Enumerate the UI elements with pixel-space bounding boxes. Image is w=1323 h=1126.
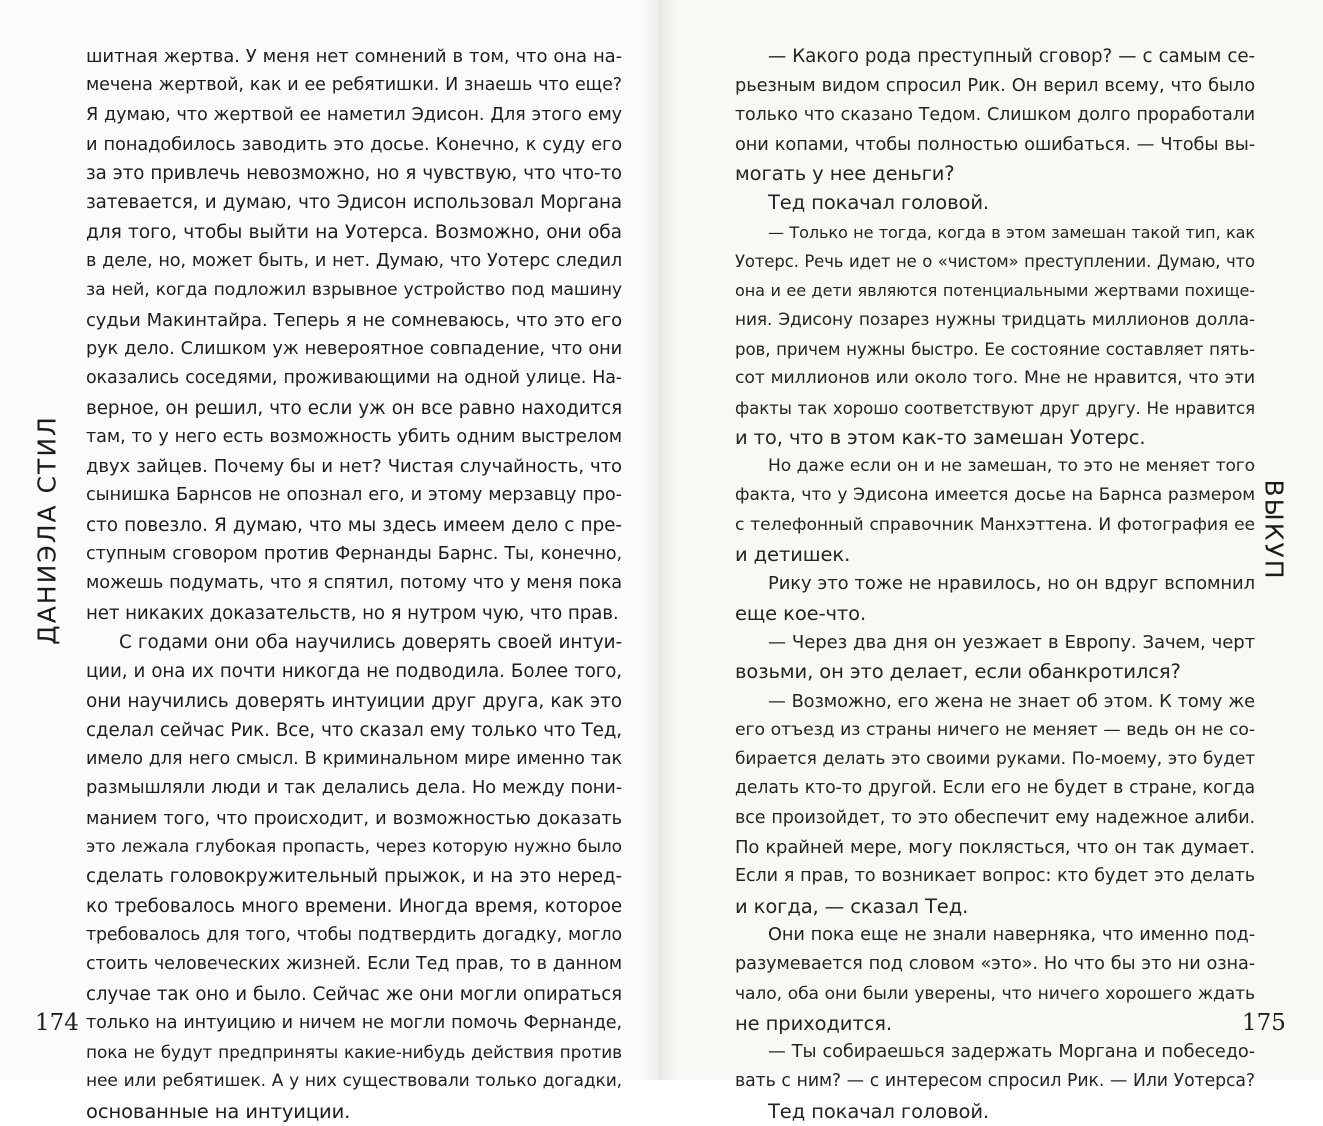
text-line: с телефонный справочник Манхэттена. И фотография ее: [735, 514, 1255, 535]
text-line: для того, чтобы выйти на Уотерса. Возможно, они оба: [86, 221, 622, 243]
text-line: они научились доверять интуиции друг друга, как это: [86, 690, 622, 712]
text-line: — Ты собираешься задержать Моргана и побеседо-: [768, 1042, 1255, 1063]
text-line: основанные на интуиции.: [86, 1099, 351, 1123]
text-line: за это привлечь невозможно, но я чувствую, что что-то: [86, 163, 622, 185]
text-line: размышляли люди и так делались дела. Но между пони-: [86, 778, 622, 799]
text-line: там, то у него есть возможность убить одним выстрелом: [86, 426, 622, 447]
text-line: Тед покачал головой.: [768, 191, 989, 215]
right-page: [660, 0, 1323, 1123]
left-page-number: 174: [35, 1010, 79, 1036]
text-line: не приходится.: [735, 1011, 892, 1035]
text-line: имело для него смысл. В криминальном мире именно так: [86, 749, 622, 770]
text-line: возьми, он это делает, если обанкротился?: [735, 660, 1181, 684]
book-gutter-shadow: [640, 0, 680, 1080]
text-line: стоить человеческих жизней. Если Тед прав, то в данном: [86, 954, 622, 975]
left-page-text: [86, 42, 622, 1126]
text-line: сделать головокружительный прыжок, и на это неред-: [86, 866, 622, 888]
text-line: ко требовалось много времени. Иногда время, которое: [86, 895, 622, 917]
text-line: сделал сейчас Рик. Все, что сказал ему только что Тед,: [86, 719, 622, 741]
text-line: и детишек.: [735, 543, 851, 567]
text-line: оказались соседями, проживающими на одной улице. На-: [86, 368, 622, 389]
text-line: факты так хорошо соответствуют друг другу. Не нравится: [735, 398, 1255, 418]
text-line: затевается, и думаю, что Эдисон использовал Моргана: [86, 192, 622, 214]
text-line: нет никаких доказательств, но я нутром чую, что прав.: [86, 602, 619, 624]
text-line: ции, и она их почти никогда не подводила. Более того,: [86, 661, 622, 683]
text-line: — Возможно, его жена не знает об этом. К тому же: [768, 690, 1255, 712]
text-line: они копами, чтобы полностью ошибаться. — Чтобы вы-: [735, 133, 1255, 155]
text-line: Уотерс. Речь идет не о «чистом» преступлении. Думаю, что: [735, 252, 1255, 272]
text-line: за ней, когда подложил взрывное устройство под машину: [86, 280, 622, 301]
text-line: вать с ним? — с интересом спросил Рик. — Или Уотерса?: [735, 1071, 1255, 1092]
text-line: случае так оно и было. Сейчас же они могли опираться: [86, 983, 622, 1005]
text-line: рьезным видом спросил Рик. Он верил всему, что было: [735, 75, 1255, 97]
right-page-number: 175: [1242, 1010, 1286, 1036]
text-line: судьи Макинтайра. Теперь я не сомневаюсь, что это его: [86, 309, 622, 331]
text-line: только на интуицию и ничем не могли помочь Фернанде,: [86, 1012, 622, 1033]
text-line: требовалось для того, чтобы подтвердить догадку, могло: [86, 924, 622, 945]
text-line: делать кто-то другой. Если его не будет в стране, когда: [735, 778, 1255, 799]
text-line: манием того, что происходит, и возможностью доказать: [86, 807, 622, 829]
text-line: ния. Эдисону позарез нужны тридцать миллионов долла-: [735, 309, 1255, 330]
text-line: она и ее дети являются потенциальными жертвами похище-: [735, 281, 1255, 301]
left-page: [0, 0, 660, 1123]
text-line: шитная жертва. У меня нет сомнений в том, что она на-: [86, 46, 622, 67]
text-line: нее или ребятишек. А у них существовали только догадки,: [86, 1071, 622, 1092]
text-line: двух зайцев. Почему бы и нет? Чистая случайность, что: [86, 456, 622, 478]
text-line: и понадобилось заводить это досье. Конечно, к суду его: [86, 133, 622, 155]
text-line: сот миллионов или около того. Мне не нравится, что эти: [735, 368, 1255, 389]
text-line: сто повезло. Я думаю, что мы здесь имеем дело с пре-: [86, 514, 622, 536]
text-line: в деле, но, может быть, и нет. Думаю, что Уотерс следил: [86, 251, 622, 272]
text-line: Рику это тоже не нравилось, но он вдруг вспомнил: [768, 573, 1255, 595]
text-line: верное, он решил, что если уж он все равно находится: [86, 397, 622, 419]
text-line: рук дело. Слишком уж невероятное совпадение, что они: [86, 338, 622, 359]
text-line: все произойдет, то это обеспечит ему надежное алиби.: [735, 807, 1255, 828]
text-line: еще кое-что.: [735, 601, 867, 625]
text-line: можешь подумать, что я спятил, потому что у меня пока: [86, 573, 622, 594]
text-line: Тед покачал головой.: [768, 1099, 989, 1123]
text-line: бирается делать это своими руками. По-моему, это будет: [735, 749, 1255, 770]
text-line: разумевается под словом «это». Но что бы это ни озна-: [735, 954, 1255, 975]
text-line: чало, оба они были уверены, что ничего хорошего ждать: [735, 983, 1255, 1004]
left-running-head: ДАНИЭЛА СТИЛ: [32, 415, 62, 645]
text-line: Но даже если он и не замешан, то это не меняет того: [768, 456, 1255, 477]
text-line: ступным сговором против Фернанды Барнс. Ты, конечно,: [86, 544, 622, 565]
text-line: мечена жертвой, как и ее ребятишки. И знаешь что еще?: [86, 75, 622, 96]
text-line: По крайней мере, могу поклясться, что он так думает.: [735, 837, 1255, 859]
text-line: С годами они оба научились доверять своей интуи-: [119, 631, 622, 653]
text-line: и когда, — сказал Тед.: [735, 894, 969, 918]
text-line: пока не будут предприняты какие-нибудь действия против: [86, 1042, 622, 1063]
text-line: факта, что у Эдисона имеется досье на Барнса размером: [735, 485, 1255, 506]
right-running-head: ВЫКУП: [1259, 479, 1289, 581]
text-line: Я думаю, что жертвой ее наметил Эдисон. Для этого ему: [86, 104, 622, 125]
text-line: Если я прав, то возникает вопрос: кто будет это делать: [735, 866, 1255, 887]
text-line: и то, что в этом как-то замешан Уотерс.: [735, 425, 1146, 449]
text-line: — Только не тогда, когда в этом замешан такой тип, как: [768, 222, 1255, 242]
text-line: его отъезд из страны ничего не меняет — ведь он не со-: [735, 719, 1255, 740]
text-line: сынишка Барнсов не опознал его, и этому мерзавцу про-: [86, 485, 622, 506]
text-line: ров, причем нужны быстро. Ее состояние составляет пять-: [735, 339, 1255, 359]
right-page-text: [735, 42, 1255, 1126]
text-line: это лежала глубокая пропасть, через которую нужно было: [86, 837, 622, 858]
text-line: — Через два дня он уезжает в Европу. Зачем, черт: [768, 631, 1255, 653]
text-line: Они пока еще не знали наверняка, что именно под-: [768, 924, 1255, 945]
text-line: могать у нее деньги?: [735, 162, 955, 186]
text-line: только что сказано Тедом. Слишком долго проработали: [735, 104, 1255, 125]
text-line: — Какого рода преступный сговор? — с самым се-: [768, 46, 1255, 67]
